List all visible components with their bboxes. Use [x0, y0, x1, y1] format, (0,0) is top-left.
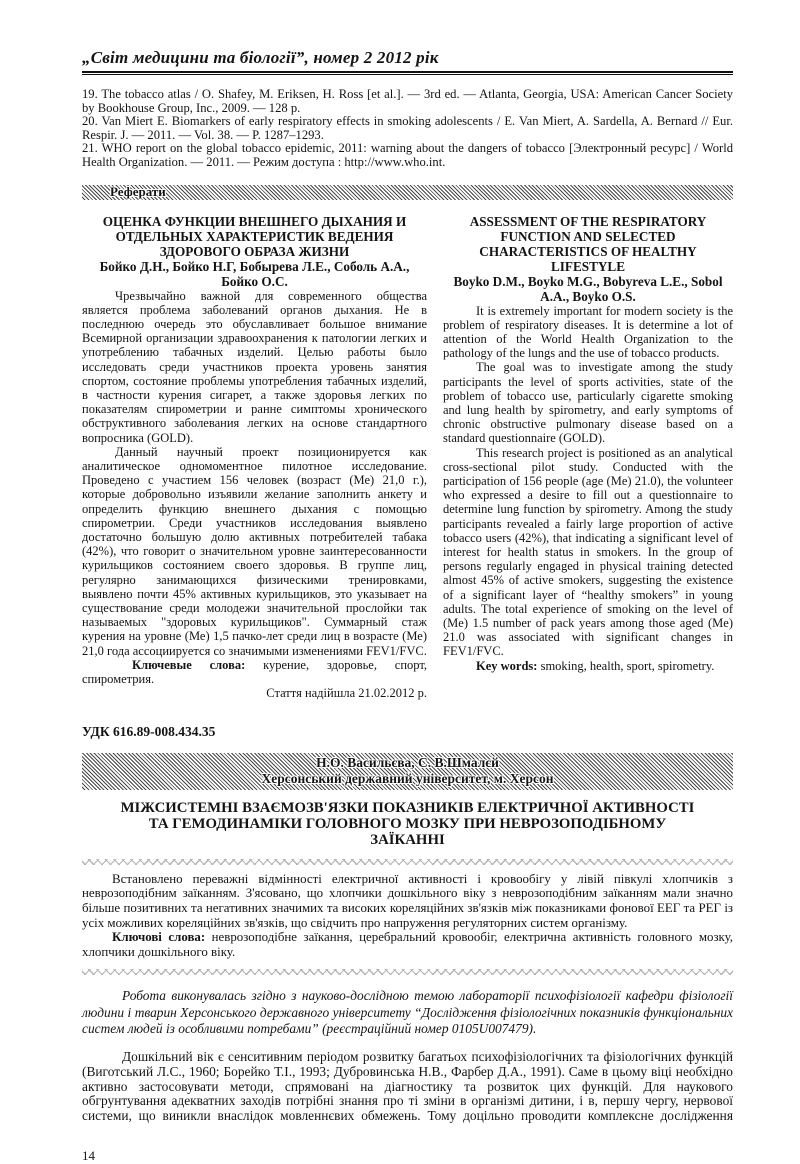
abstracts-columns — [82, 214, 733, 701]
zigzag-divider-bottom — [82, 969, 733, 975]
article-authors-bar — [82, 753, 733, 790]
article-keywords-text: неврозоподібне заїкання, церебральний кровообіг, електрична активність головного мозку, хлопчики дошкільного віку. — [82, 930, 733, 959]
ru-keywords-text: курение, здоровье, спорт, спирометрия. — [82, 657, 427, 687]
reference-item: 21. WHO report on the global tobacco epidemic, 2011: warning about the dangers of tobacco [Электронный ресурс] / World Health Organization. — 2011. — Режим доступа : http://www.who.int. — [82, 141, 733, 169]
abstract-en-column — [443, 214, 733, 701]
section-bar-referaty — [82, 185, 733, 200]
page-number: 14 — [82, 1147, 95, 1163]
header-rule — [82, 71, 733, 73]
article-keywords-line — [82, 930, 733, 959]
en-keywords-label: Key words: — [476, 658, 538, 673]
en-abstract-paragraph-3: This research project is positioned as an analytical cross-sectional pilot study. Conducted with the participation of 156 people (age (Me) 21.0), the volunteer who expressed a desire to fill out a questionnaire to determine lung function by spirometry. Among the study participants revealed a fairly large proportion of active tobacco users (42%), that indicating a significant level of interest for health status in smokers. In the group of persons regularly engaged in physical training detected almost 45% of active smokers, suggesting the existence of a significant layer of “healthy smokers” in young adults. The total experience of smoking on the level of (Me) 1.5 number of pack years among those aged (Me) 21.0 was associated with significant changes in FEV1/FVC. — [443, 445, 733, 659]
reference-item: 20. Van Miert E. Biomarkers of early respiratory effects in smoking adolescents / E. Van Miert, A. Sardella, A. Bernard // Eur. Respir. J. — 2011. — Vol. 38. — P. 1287–1293. — [82, 114, 733, 142]
journal-header: „Світ медицини та біології”, номер 2 2012 рік — [82, 48, 439, 67]
references-list — [82, 88, 733, 170]
ru-abstract-title: ОЦЕНКА ФУНКЦИИ ВНЕШНЕГО ДЫХАНИЯ И ОТДЕЛЬНЫХ ХАРАКТЕРИСТИК ВЕДЕНИЯ ЗДОРОВОГО ОБРАЗА ЖИЗНИ — [102, 213, 407, 259]
en-abstract-paragraph-1: It is extremely important for modern society is the problem of respiratory diseases. It is determine a lot of attention of the World Health Organization to the pathology of the lungs and the use of tobacco products. — [443, 303, 733, 361]
section-bar-label: Реферати — [110, 184, 166, 200]
reference-item: 19. The tobacco atlas / O. Shafey, M. Eriksen, H. Ross [et al.]. — 3rd ed. — Atlanta, Georgia, USA: American Cancer Society by Bookhouse Group, Inc., 2009. — 128 p. — [82, 87, 733, 115]
ru-keywords-line — [82, 658, 427, 686]
en-keywords-line — [443, 659, 733, 673]
ru-abstract-paragraph-2: Данный научный проект позиционируется как аналитическое одномоментное пилотное исследование. Проведено с участием 156 человек (возраст (Ме) 21,0 г.), которые добровольно изъявили желание заполнить анкету и определить функцию внешнего дыхания с помощью спирометрии. Среди участников исследования выявлено достаточно большую долю активных потребителей табака (42%), что говорит о значительном уровне заинтересованности курильщиков состоянием своего здоровья. В группе лиц, регулярно занимающихся физическими тренировками, выявлено почти 45% активных курильщиков, это указывает на существование среди молодежи значительной прослойки так называемых "здоровых курильщиков". Суммарный стаж курения на уровне (Ме) 1,5 пачко-лет среди лиц в возрасте (Ме) 21,0 года ассоциируется со значимыми изменениями FEV1/FVC. — [82, 444, 427, 658]
article-body: Дошкільний вік є сенситивним періодом розвитку багатьох психофізіологічних та фізіологічних функцій (Виготський Л.С., 1960; Борейко Т.І., 1993; Дубровинська Н.В., Фарбер Д.А., 1991). Саме в цьому віці необхідно активно застосовувати методи, спрямовані на діагностику та розвиток цих функцій. Для наукового обгрунтування адекватних заходів потрібні знання про ті зміни в організмі дитини, і в, першу чергу, нервової системи, що виникли внаслідок мовленнєвих обмежень. Тому доцільно проводити комплексне дослідження — [82, 1048, 733, 1124]
en-abstract-paragraph-2: The goal was to investigate among the study participants the level of sports activities, state of the problem of tobacco use, particularly cigarette smoking and lung health by spirometry, and early symptoms of chronic obstructive pulmonary disease based on a standard questionnaire (GOLD). — [443, 360, 733, 446]
ru-keywords-label: Ключевые слова: — [132, 657, 246, 672]
udk-number: УДК 616.89-008.434.35 — [82, 724, 216, 740]
article-keywords-label: Ключові слова: — [112, 930, 206, 945]
funding-note: Робота виконувалась згідно з науково-дослідною темою лабораторії психофізіології кафедри фізіології людини і тварин Херсонського державного університету “Дослідження фізіологічних показників функціональних систем людей із особливими потребами” (реєстраційний номер 0105U007479). — [82, 988, 733, 1037]
article-affiliation: Херсонський державний університет, м. Херсон — [261, 771, 554, 787]
en-abstract-authors: Boyko D.M., Boyko M.G., Bobyreva L.E., Sobol A.A., Boyko O.S. — [453, 273, 723, 304]
abstract-ru-column — [82, 214, 427, 701]
en-abstract-title: ASSESSMENT OF THE RESPIRATORY FUNCTION AND SELECTED CHARACTERISTICS OF HEALTHY LIFESTYLE — [469, 213, 707, 274]
en-keywords-text: smoking, health, sport, spirometry. — [537, 658, 715, 673]
zigzag-divider-top — [82, 859, 733, 865]
article-authors: Н.О. Васильєва, С. В.Шмалєй — [316, 755, 499, 771]
article-abstract: Встановлено переважні відмінності електричної активності і кровообігу у лівій півкулі хлопчиків з неврозоподібним заїканням. З'ясовано, що хлопчики дошкільного віку з неврозоподібним заїканням мали значно більше позитивних та негативних значимих та високих кореляційних зв'язків між показниками фонової ЕЕГ та РЕГ із усіх можливих кореляційних зв'язків, що свідчить про напруження регуляторних систем організму. — [82, 871, 733, 930]
ru-abstract-paragraph-1: Чрезвычайно важной для современного общества является проблема заболеваний органов дыхания. Не в последнюю очередь это обуславливает большое внимание Всемирной организации здравоохранения к патологии легких и употреблению табачных изделий. Целью работы было исследовать среди участников проекта уровень занятия спортом, состояние проблемы употребления табачных изделий, в частности курения сигарет, а также здоровья легких по показателям спирометрии и ранне симптомы хронического обструктивного заболевания легких на основе стандартного вопросника (GOLD). — [82, 288, 427, 445]
header-rule-thin — [82, 74, 733, 75]
ru-abstract-authors: Бойко Д.Н., Бойко Н.Г, Бобырева Л.Е., Соболь А.А., Бойко О.С. — [99, 258, 410, 289]
received-date: Стаття надійшла 21.02.2012 р. — [266, 686, 427, 701]
article-title: МІЖСИСТЕМНІ ВЗАЄМОЗВ'ЯЗКИ ПОКАЗНИКІВ ЕЛЕКТРИЧНОЇ АКТИВНОСТІ ТА ГЕМОДИНАМІКИ ГОЛОВНОГО МОЗКУ ПРИ НЕВРОЗОПОДІБНОМУ ЗАЇКАННІ — [120, 800, 695, 849]
